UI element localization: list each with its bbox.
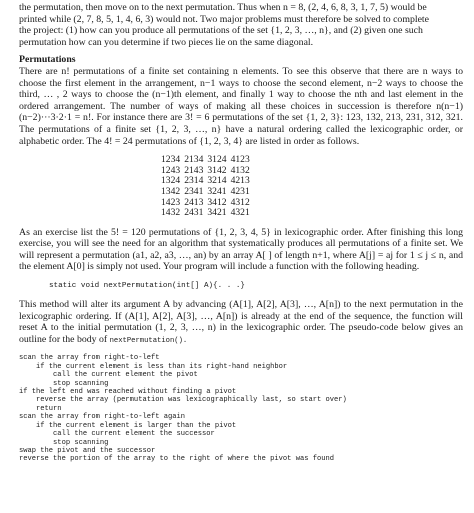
table-cell: 3412 [207, 196, 227, 208]
intro-line: printed while (2, 7, 8, 5, 1, 4, 6, 3) would not. Two major problems must therefore be solved to complete [19, 13, 429, 25]
method-text: This method will alter its argument A by advancing (A[1], A[2], A[3], …, A[n]) to the next permutation in the lexicographic ordering. If (A[1], A[2], A[3], …, A[n]) is already at the end of the sequence, the function will reset A to the initial permutation (1, 2, 3, …, n) in the lexicographic order. The pseudo-code below gives an outline for the body of [19, 299, 463, 345]
exercise-paragraph: As an exercise list the 5! = 120 permutations of {1, 2, 3, 4, 5} in lexicographic order. After finishing this long exercise, you will see the need for an algorithm that systematically produces all permutations of a finite set. We will represent a permutation (a1, a2, a3, …, an) by an array A[ ] of length n+1, where A[j] = aj for 1 ≤ j ≤ n, and the element A[0] is simply not used. Your program will include a function with the following heading. [19, 226, 463, 273]
section-heading: Permutations [19, 54, 76, 66]
pseudocode-line: scan the array from right-to-left [19, 354, 160, 363]
intro-line: the permutation, then move on to the next permutation. Thus when n = 8, (2, 4, 6, 8, 3, 1, 7, 5) would be [19, 2, 427, 13]
pseudocode-line: stop scanning [19, 438, 109, 447]
table-cell: 3142 [207, 164, 227, 176]
table-cell: 4321 [230, 207, 250, 219]
table-cell: 4312 [230, 196, 250, 208]
table-cell: 1432 [161, 207, 181, 219]
table-cell: 2413 [184, 196, 204, 208]
table-cell: 4231 [230, 185, 250, 197]
pseudocode-line: reverse the portion of the array to the right of where the pivot was found [19, 455, 335, 464]
table-cell: 1423 [161, 196, 181, 208]
table-cell: 2314 [184, 175, 204, 187]
table-row [161, 208, 254, 219]
table-cell: 4132 [230, 164, 250, 176]
pseudocode-line: call the current element the successor [19, 430, 215, 439]
pseudocode-line: return [19, 404, 62, 413]
table-cell: 2341 [184, 185, 204, 197]
table-cell: 1234 [161, 154, 181, 166]
table-cell: 1342 [161, 185, 181, 197]
table-cell: 1324 [161, 175, 181, 187]
table-cell: 3124 [207, 154, 227, 166]
table-cell: 4123 [230, 154, 250, 166]
table-row [161, 187, 254, 198]
table-cell: 1243 [161, 164, 181, 176]
permutation-table [161, 155, 254, 219]
pseudocode-line: swap the pivot and the successor [19, 446, 156, 455]
table-cell: 3241 [207, 185, 227, 197]
method-paragraph [19, 299, 463, 347]
pseudocode-line: if the current element is less than its right-hand neighbor [19, 362, 288, 371]
table-cell: 2431 [184, 207, 204, 219]
table-cell: 2143 [184, 164, 204, 176]
pseudocode-line: call the current element the pivot [19, 371, 198, 380]
permutations-paragraph: There are n! permutations of a finite set containing n elements. To see this observe that there are n ways to choose the first element in the arrangement, n−1 ways to choose the second element, n−2 ways to choose the third, … , 2 ways to choose the (n−1)th element, and finally 1 way to choose the nth and last element in the ordered arrangement. The number of ways of making all these choices in succession is therefore n(n−1)(n−2)···3·2·1 = n!. For instance there are 3! = 6 permutations of the set {1, 2, 3}: 123, 132, 213, 231, 312, 321. The permutations of a finite set {1, 2, 3, …, n} have a natural ordering called the lexicographic order, or alphabetic order. The 4! = 24 permutations of {1, 2, 3, 4} are listed in order as follows. [19, 65, 463, 147]
pseudocode-line: scan the array from right-to-left again [19, 413, 186, 422]
intro-paragraph [19, 2, 463, 48]
pseudocode-block [19, 354, 463, 463]
pseudocode-line: if the current element is larger than the pivot [19, 421, 237, 430]
intro-line: permutation how can you determine if two pieces lie on the same diagonal. [19, 36, 314, 48]
table-cell: 3421 [207, 207, 227, 219]
pseudocode-line: stop scanning [19, 379, 109, 388]
intro-line: the project: (1) how can you produce all permutations of the set {1, 2, 3, …, n}, and (2) given one such [19, 25, 423, 37]
inline-code: nextPermutation(). [109, 336, 188, 345]
function-heading-code: static void nextPermutation(int[] A){. . .} [49, 282, 245, 291]
table-cell: 4213 [230, 175, 250, 187]
table-cell: 3214 [207, 175, 227, 187]
pseudocode-line: reverse the array (permutation was lexicographically last, so start over) [19, 396, 347, 405]
table-cell: 2134 [184, 154, 204, 166]
pseudocode-line: if the left end was reached without finding a pivot [19, 388, 237, 397]
